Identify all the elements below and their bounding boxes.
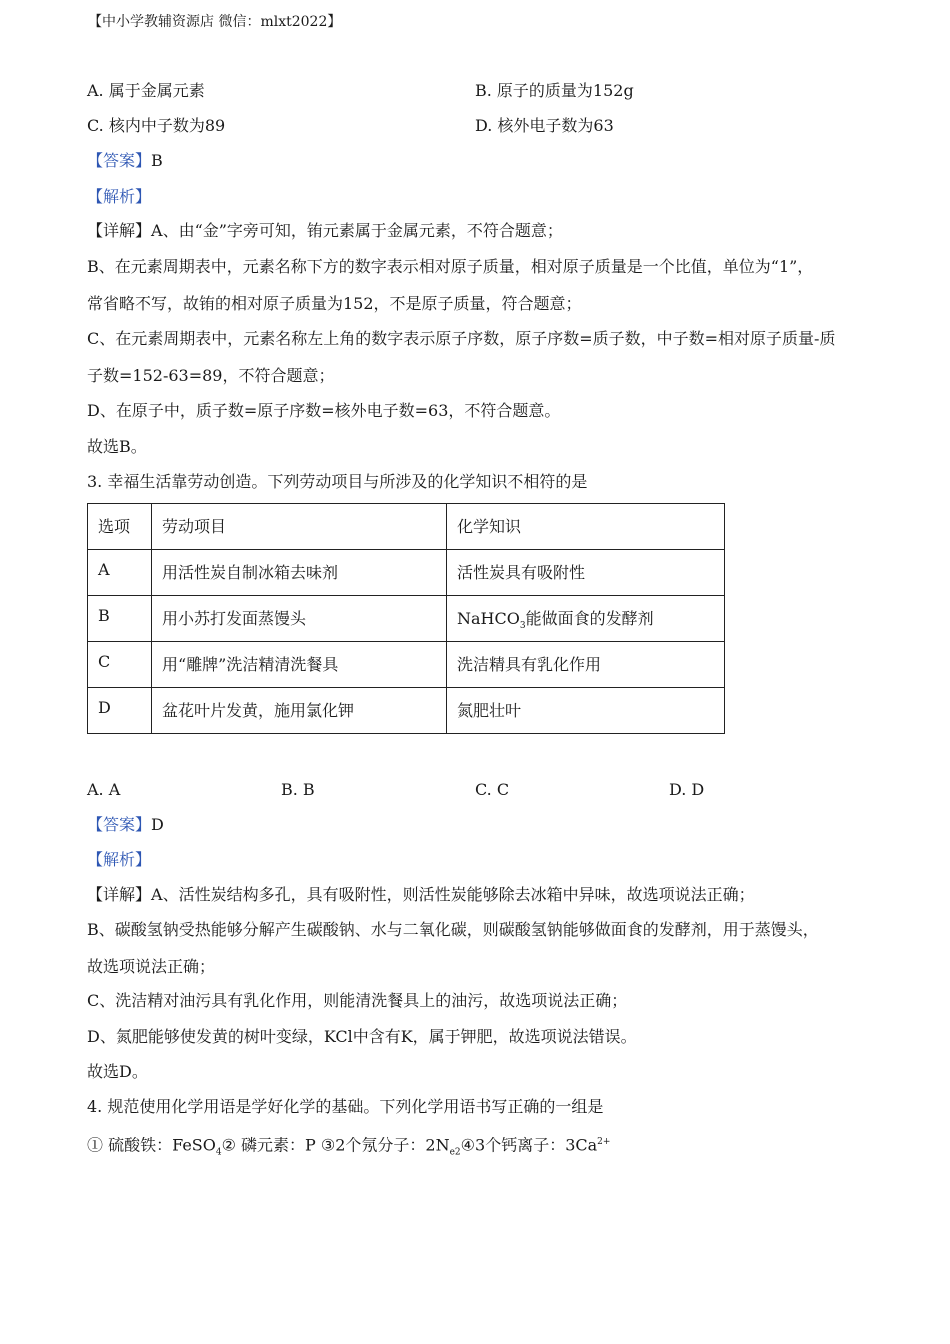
table-row — [88, 596, 725, 642]
q2-line: 故选B。 — [87, 437, 147, 456]
formula-subscript: 3 — [519, 621, 526, 632]
table-cell: 用活性炭自制冰箱去味剂 — [152, 550, 447, 596]
table-row — [88, 642, 725, 688]
q4-question: 4. 规范使用化学用语是学好化学的基础。下列化学用语书写正确的一组是 — [87, 1097, 604, 1116]
table-cell: 活性炭具有吸附性 — [447, 550, 725, 596]
q4-item-4-sup: 2+ — [597, 1137, 611, 1147]
table-row — [88, 550, 725, 596]
q2-option-c: C. 核内中子数为89 — [87, 116, 226, 135]
q2-option-d: D. 核外电子数为63 — [475, 116, 614, 135]
detail-text: A、活性炭结构多孔，具有吸附性，则活性炭能够除去冰箱中异味，故选项说法正确； — [151, 885, 755, 904]
q4-item-3-sub: e2 — [449, 1147, 461, 1158]
q2-line: 子数=152-63=89，不符合题意； — [87, 366, 335, 385]
table-cell: B — [88, 596, 152, 642]
table-cell: 洗洁精具有乳化作用 — [447, 642, 725, 688]
q2-line: 常省略不写，故铕的相对原子质量为152，不是原子质量，符合题意； — [87, 294, 582, 313]
q3-option-b: B. B — [281, 780, 315, 799]
table-header: 劳动项目 — [152, 504, 447, 550]
answer-label: 【答案】 — [87, 151, 152, 170]
q4-item-2-3: ② 磷元素：P ③2个氖分子：2N — [221, 1135, 450, 1155]
q4-item-4: ④3个钙离子：3Ca — [460, 1135, 598, 1155]
answer-value: D — [151, 815, 164, 834]
q3-line: C、洗洁精对油污具有乳化作用，则能清洗餐具上的油污，故选项说法正确； — [87, 991, 628, 1010]
table-cell: 用小苏打发面蒸馒头 — [152, 596, 447, 642]
answer-value: B — [151, 151, 163, 170]
table-header-row — [88, 504, 725, 550]
q3-table — [87, 503, 725, 734]
q4-items — [87, 1132, 610, 1163]
q3-line: 故选D。 — [87, 1062, 148, 1081]
q2-option-b: B. 原子的质量为152g — [475, 81, 634, 100]
table-cell: D — [88, 688, 152, 734]
q2-option-a: A. 属于金属元素 — [87, 81, 205, 100]
q3-detail-line — [87, 885, 755, 905]
table-cell: 氮肥壮叶 — [447, 688, 725, 734]
q3-option-c: C. C — [475, 780, 510, 799]
formula-text: NaHCO — [457, 609, 520, 628]
q2-line: B、在元素周期表中，元素名称下方的数字表示相对原子质量，相对原子质量是一个比值，单位为“1”， — [87, 257, 814, 276]
page-header: 【中小学教辅资源店 微信：mlxt2022】 — [88, 14, 342, 30]
detail-text: A、由“金”字旁可知，铕元素属于金属元素，不符合题意； — [151, 221, 563, 240]
formula-desc: 能做面食的发酵剂 — [525, 609, 654, 628]
table-cell: C — [88, 642, 152, 688]
q3-line: D、氮肥能够使发黄的树叶变绿，KCl中含有K，属于钾肥，故选项说法错误。 — [87, 1027, 637, 1046]
table-header: 选项 — [88, 504, 152, 550]
q4-item-1: ① 硫酸铁：FeSO — [87, 1135, 216, 1155]
q2-detail-line — [87, 221, 563, 241]
table-row — [88, 688, 725, 734]
q4-item-1-sub: 4 — [215, 1147, 222, 1158]
q2-answer — [87, 151, 163, 171]
q3-option-d: D. D — [669, 780, 705, 799]
q3-question: 3. 幸福生活靠劳动创造。下列劳动项目与所涉及的化学知识不相符的是 — [87, 472, 588, 491]
q3-line: B、碳酸氢钠受热能够分解产生碳酸钠、水与二氧化碳，则碳酸氢钠能够做面食的发酵剂，用于蒸馒头， — [87, 920, 819, 939]
table-cell — [447, 596, 725, 642]
q3-option-a: A. A — [87, 780, 121, 799]
q3-answer — [87, 815, 164, 835]
q3-analysis-label: 【解析】 — [87, 850, 152, 869]
q2-line: D、在原子中，质子数=原子序数=核外电子数=63，不符合题意。 — [87, 401, 561, 420]
table-cell: 用“雕牌”洗洁精清洗餐具 — [152, 642, 447, 688]
table-header: 化学知识 — [447, 504, 725, 550]
q3-line: 故选项说法正确； — [87, 957, 216, 976]
table-cell: 盆花叶片发黄，施用氯化钾 — [152, 688, 447, 734]
q2-analysis-label: 【解析】 — [87, 187, 152, 206]
q2-line: C、在元素周期表中，元素名称左上角的数字表示原子序数，原子序数=质子数，中子数=相对原子质量-质 — [87, 329, 836, 348]
detail-label: 【详解】 — [87, 885, 152, 904]
detail-label: 【详解】 — [87, 221, 152, 240]
table-cell: A — [88, 550, 152, 596]
answer-label: 【答案】 — [87, 815, 152, 834]
